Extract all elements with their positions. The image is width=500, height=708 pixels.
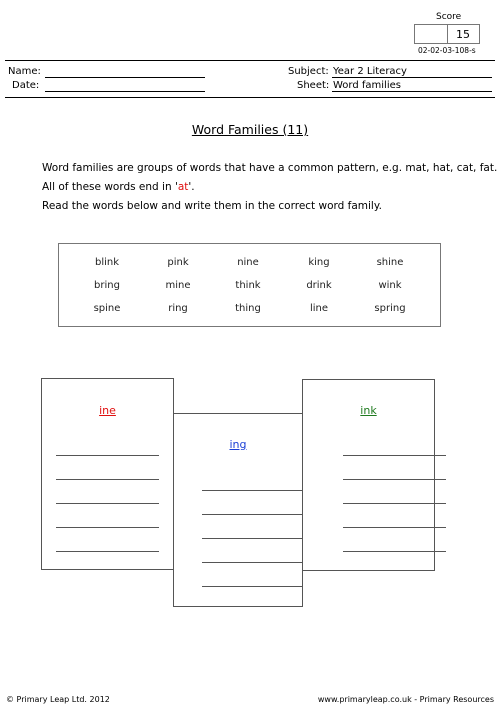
word: blink (94, 257, 120, 268)
answer-line[interactable] (56, 503, 159, 504)
answer-line[interactable] (202, 538, 302, 539)
family-title-ink: ink (360, 404, 377, 417)
subject-label: Subject: (288, 66, 329, 77)
score-label: Score (436, 12, 462, 22)
family-card-ink (302, 379, 435, 571)
word-bank (58, 243, 441, 327)
sheet-label: Sheet: (297, 80, 330, 91)
footer-copyright: © Primary Leap Ltd. 2012 (6, 695, 110, 704)
page-title: Word Families (11) (191, 122, 309, 137)
answer-line[interactable] (202, 490, 302, 491)
word: wink (378, 280, 402, 291)
word: spring (374, 303, 406, 314)
word: mine (165, 280, 191, 291)
word: thing (235, 303, 261, 314)
subject-value: Year 2 Literacy (333, 66, 407, 77)
word: shine (376, 257, 404, 268)
name-field[interactable] (45, 77, 205, 78)
subject-underline (332, 77, 492, 78)
answer-line[interactable] (56, 551, 159, 552)
word: king (308, 257, 330, 268)
date-field[interactable] (45, 91, 205, 92)
answer-line[interactable] (202, 586, 302, 587)
word: nine (237, 257, 259, 268)
name-label: Name: (8, 66, 41, 77)
answer-line[interactable] (343, 479, 446, 480)
answer-line[interactable] (56, 479, 159, 480)
word: spine (93, 303, 121, 314)
intro-line-2: All of these words end in 'at'. (42, 181, 195, 193)
family-card-ine (41, 378, 174, 570)
word: bring (94, 280, 120, 291)
word: think (235, 280, 261, 291)
date-label: Date: (12, 80, 40, 91)
answer-line[interactable] (343, 527, 446, 528)
intro-line-3: Read the words below and write them in the correct word family. (42, 200, 382, 212)
score-box (414, 24, 480, 44)
sheet-value: Word families (333, 80, 401, 91)
answer-line[interactable] (202, 514, 302, 515)
answer-line[interactable] (56, 455, 159, 456)
footer-website: www.primaryleap.co.uk - Primary Resources (317, 695, 494, 704)
family-title-ing: ing (229, 438, 247, 451)
answer-line[interactable] (202, 562, 302, 563)
word: pink (167, 257, 189, 268)
answer-line[interactable] (343, 455, 446, 456)
answer-line[interactable] (343, 551, 446, 552)
answer-line[interactable] (56, 527, 159, 528)
family-card-ing (173, 413, 303, 607)
score-value: 15 (456, 28, 470, 41)
intro-line-1: Word families are groups of words that have a common pattern, e.g. mat, hat, cat, fat. (42, 162, 498, 174)
highlight-at: at (177, 181, 189, 193)
header-rule (5, 97, 495, 98)
word: drink (306, 280, 332, 291)
top-rule (5, 60, 495, 61)
word: line (309, 303, 329, 314)
family-title-ine: ine (99, 404, 116, 417)
word: ring (168, 303, 188, 314)
worksheet-code: 02-02-03-108-s (418, 46, 476, 55)
answer-line[interactable] (343, 503, 446, 504)
sheet-underline (332, 91, 492, 92)
